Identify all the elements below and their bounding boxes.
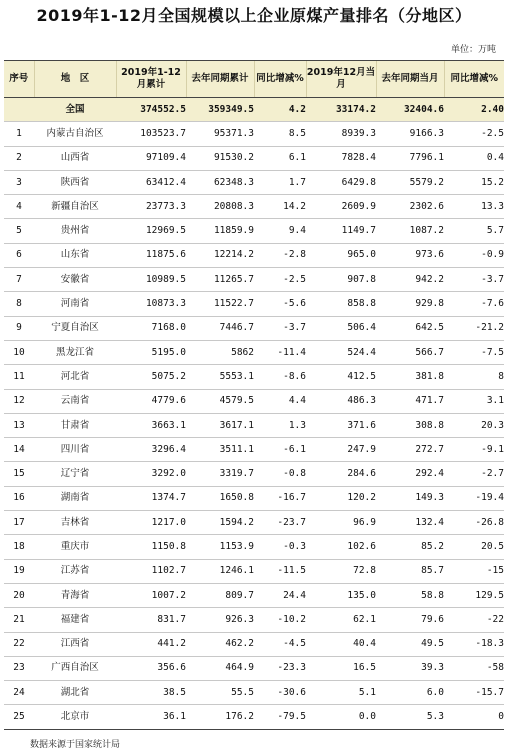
cell-month-prev: 79.6 (376, 608, 444, 632)
cell-cumulative-yoy: -6.1 (254, 438, 306, 462)
table-row (4, 608, 504, 632)
cell-month-2019: 8939.3 (306, 122, 376, 146)
cell-cumulative-prev: 464.9 (186, 656, 254, 680)
table-row (4, 292, 504, 316)
cell-month-prev: 272.7 (376, 438, 444, 462)
table-row (4, 705, 504, 729)
cell-region: 新疆自治区 (34, 195, 116, 219)
table-row (4, 170, 504, 194)
cell-month-2019: 907.8 (306, 268, 376, 292)
cell-cumulative-yoy: -0.8 (254, 462, 306, 486)
cell-cumulative-2019: 23773.3 (116, 195, 186, 219)
cell-cumulative-prev: 5862 (186, 340, 254, 364)
cell-index: 2 (4, 146, 34, 170)
cell-region: 河南省 (34, 292, 116, 316)
cell-month-yoy: -7.5 (444, 340, 504, 364)
table-row (4, 316, 504, 340)
cell-region: 重庆市 (34, 535, 116, 559)
cell-region: 山西省 (34, 146, 116, 170)
cell-month-prev: 2302.6 (376, 195, 444, 219)
cell-cumulative-prev: 4579.5 (186, 389, 254, 413)
cell-cumulative-2019: 5075.2 (116, 365, 186, 389)
cell-cumulative-prev: 359349.5 (186, 98, 254, 122)
cell-index: 5 (4, 219, 34, 243)
cell-region: 山东省 (34, 243, 116, 267)
cell-index: 24 (4, 681, 34, 705)
cell-month-2019: 0.0 (306, 705, 376, 729)
cell-month-prev: 85.7 (376, 559, 444, 583)
cell-month-2019: 40.4 (306, 632, 376, 656)
cell-index: 17 (4, 511, 34, 535)
cell-cumulative-yoy: 1.7 (254, 170, 306, 194)
cell-region: 陕西省 (34, 170, 116, 194)
cell-cumulative-yoy: -2.5 (254, 268, 306, 292)
cell-cumulative-yoy: -23.7 (254, 511, 306, 535)
header-index: 序号 (4, 61, 34, 98)
cell-index: 12 (4, 389, 34, 413)
table-row (4, 656, 504, 680)
table-row (4, 632, 504, 656)
cell-month-prev: 471.7 (376, 389, 444, 413)
table-row (4, 243, 504, 267)
cell-cumulative-2019: 12969.5 (116, 219, 186, 243)
header-month-prev: 去年同期当月 (376, 61, 444, 98)
cell-region: 辽宁省 (34, 462, 116, 486)
cell-cumulative-yoy: -16.7 (254, 486, 306, 510)
cell-region: 四川省 (34, 438, 116, 462)
page-title: 2019年1-12月全国规模以上企业原煤产量排名（分地区） (36, 6, 472, 25)
cell-cumulative-2019: 38.5 (116, 681, 186, 705)
cell-month-yoy: 8 (444, 365, 504, 389)
cell-cumulative-prev: 1153.9 (186, 535, 254, 559)
cell-month-prev: 39.3 (376, 656, 444, 680)
cell-cumulative-yoy: -0.3 (254, 535, 306, 559)
cell-cumulative-2019: 1007.2 (116, 583, 186, 607)
cell-month-prev: 9166.3 (376, 122, 444, 146)
cell-month-2019: 412.5 (306, 365, 376, 389)
cell-cumulative-prev: 62348.3 (186, 170, 254, 194)
cell-cumulative-yoy: 14.2 (254, 195, 306, 219)
cell-month-2019: 33174.2 (306, 98, 376, 122)
cell-cumulative-prev: 55.5 (186, 681, 254, 705)
cell-month-yoy: -19.4 (444, 486, 504, 510)
cell-region: 全国 (34, 98, 116, 122)
cell-cumulative-prev: 462.2 (186, 632, 254, 656)
cell-cumulative-2019: 831.7 (116, 608, 186, 632)
cell-cumulative-prev: 1246.1 (186, 559, 254, 583)
table-row (4, 146, 504, 170)
cell-index: 3 (4, 170, 34, 194)
cell-month-prev: 381.8 (376, 365, 444, 389)
cell-cumulative-prev: 3319.7 (186, 462, 254, 486)
cell-month-yoy: -2.7 (444, 462, 504, 486)
table-row (4, 340, 504, 364)
cell-month-prev: 942.2 (376, 268, 444, 292)
cell-month-yoy: 20.5 (444, 535, 504, 559)
cell-month-prev: 7796.1 (376, 146, 444, 170)
cell-month-yoy: -22 (444, 608, 504, 632)
cell-cumulative-2019: 356.6 (116, 656, 186, 680)
table-row (4, 195, 504, 219)
cell-month-2019: 486.3 (306, 389, 376, 413)
cell-index: 21 (4, 608, 34, 632)
cell-cumulative-prev: 809.7 (186, 583, 254, 607)
source-note: 数据来源于国家统计局 (30, 740, 121, 750)
cell-month-prev: 149.3 (376, 486, 444, 510)
unit-label: 单位：万吨 (450, 45, 496, 55)
cell-cumulative-yoy: -79.5 (254, 705, 306, 729)
cell-region: 青海省 (34, 583, 116, 607)
cell-index: 22 (4, 632, 34, 656)
cell-cumulative-prev: 3511.1 (186, 438, 254, 462)
cell-cumulative-2019: 7168.0 (116, 316, 186, 340)
cell-month-prev: 642.5 (376, 316, 444, 340)
cell-month-prev: 132.4 (376, 511, 444, 535)
cell-region: 内蒙古自治区 (34, 122, 116, 146)
table-row (4, 486, 504, 510)
table-row (4, 122, 504, 146)
cell-index: 4 (4, 195, 34, 219)
cell-cumulative-yoy: -10.2 (254, 608, 306, 632)
cell-region: 贵州省 (34, 219, 116, 243)
cell-month-prev: 5.3 (376, 705, 444, 729)
cell-month-yoy: 0.4 (444, 146, 504, 170)
table-row (4, 681, 504, 705)
production-ranking-table (4, 60, 504, 730)
cell-index: 8 (4, 292, 34, 316)
cell-cumulative-prev: 176.2 (186, 705, 254, 729)
cell-month-yoy: -7.6 (444, 292, 504, 316)
cell-cumulative-prev: 1594.2 (186, 511, 254, 535)
cell-month-yoy: 20.3 (444, 413, 504, 437)
cell-month-yoy: -58 (444, 656, 504, 680)
cell-cumulative-2019: 1217.0 (116, 511, 186, 535)
cell-cumulative-yoy: 24.4 (254, 583, 306, 607)
cell-index: 6 (4, 243, 34, 267)
cell-month-2019: 96.9 (306, 511, 376, 535)
cell-cumulative-prev: 12214.2 (186, 243, 254, 267)
cell-month-2019: 72.8 (306, 559, 376, 583)
cell-cumulative-2019: 1150.8 (116, 535, 186, 559)
cell-month-2019: 506.4 (306, 316, 376, 340)
cell-cumulative-yoy: -11.5 (254, 559, 306, 583)
cell-month-yoy: 2.40 (444, 98, 504, 122)
cell-index: 16 (4, 486, 34, 510)
header-cumulative-yoy: 同比增减% (254, 61, 306, 98)
table-row (4, 365, 504, 389)
cell-cumulative-prev: 5553.1 (186, 365, 254, 389)
cell-month-prev: 85.2 (376, 535, 444, 559)
table-row (4, 219, 504, 243)
cell-cumulative-yoy: 8.5 (254, 122, 306, 146)
cell-month-prev: 5579.2 (376, 170, 444, 194)
cell-month-yoy: 15.2 (444, 170, 504, 194)
cell-month-yoy: -9.1 (444, 438, 504, 462)
cell-month-yoy: 129.5 (444, 583, 504, 607)
cell-month-prev: 292.4 (376, 462, 444, 486)
cell-index: 14 (4, 438, 34, 462)
cell-index: 20 (4, 583, 34, 607)
cell-index: 10 (4, 340, 34, 364)
cell-region: 湖北省 (34, 681, 116, 705)
cell-cumulative-yoy: -23.3 (254, 656, 306, 680)
cell-month-2019: 120.2 (306, 486, 376, 510)
cell-index: 18 (4, 535, 34, 559)
cell-cumulative-prev: 1650.8 (186, 486, 254, 510)
cell-index: 13 (4, 413, 34, 437)
table-row (4, 268, 504, 292)
cell-index: 9 (4, 316, 34, 340)
cell-region: 安徽省 (34, 268, 116, 292)
cell-index: 15 (4, 462, 34, 486)
cell-cumulative-2019: 1374.7 (116, 486, 186, 510)
cell-region: 宁夏自治区 (34, 316, 116, 340)
cell-month-2019: 7828.4 (306, 146, 376, 170)
cell-index: 25 (4, 705, 34, 729)
cell-cumulative-yoy: -8.6 (254, 365, 306, 389)
cell-index: 7 (4, 268, 34, 292)
cell-month-2019: 1149.7 (306, 219, 376, 243)
cell-cumulative-2019: 10873.3 (116, 292, 186, 316)
cell-cumulative-2019: 3663.1 (116, 413, 186, 437)
cell-month-2019: 965.0 (306, 243, 376, 267)
cell-month-yoy: -21.2 (444, 316, 504, 340)
cell-region: 黑龙江省 (34, 340, 116, 364)
table-row (4, 413, 504, 437)
header-cumulative-2019: 2019年1-12月累计 (116, 61, 186, 98)
cell-cumulative-2019: 441.2 (116, 632, 186, 656)
cell-month-prev: 58.8 (376, 583, 444, 607)
cell-month-prev: 49.5 (376, 632, 444, 656)
cell-index: 19 (4, 559, 34, 583)
cell-index (4, 98, 34, 122)
cell-cumulative-2019: 63412.4 (116, 170, 186, 194)
cell-month-yoy: 0 (444, 705, 504, 729)
table-row (4, 535, 504, 559)
cell-month-2019: 16.5 (306, 656, 376, 680)
cell-cumulative-2019: 10989.5 (116, 268, 186, 292)
header-cumulative-prev: 去年同期累计 (186, 61, 254, 98)
cell-cumulative-2019: 3292.0 (116, 462, 186, 486)
cell-month-2019: 6429.8 (306, 170, 376, 194)
cell-cumulative-2019: 97109.4 (116, 146, 186, 170)
cell-cumulative-prev: 95371.3 (186, 122, 254, 146)
cell-month-prev: 308.8 (376, 413, 444, 437)
header-month-yoy: 同比增减% (444, 61, 504, 98)
cell-month-2019: 247.9 (306, 438, 376, 462)
header-region: 地 区 (34, 61, 116, 98)
cell-cumulative-2019: 5195.0 (116, 340, 186, 364)
cell-cumulative-yoy: 4.2 (254, 98, 306, 122)
cell-month-yoy: -26.8 (444, 511, 504, 535)
cell-region: 湖南省 (34, 486, 116, 510)
cell-region: 江西省 (34, 632, 116, 656)
cell-month-yoy: 3.1 (444, 389, 504, 413)
cell-month-2019: 102.6 (306, 535, 376, 559)
cell-month-2019: 284.6 (306, 462, 376, 486)
cell-region: 云南省 (34, 389, 116, 413)
cell-region: 北京市 (34, 705, 116, 729)
cell-month-yoy: -3.7 (444, 268, 504, 292)
header-month-2019: 2019年12月当月 (306, 61, 376, 98)
cell-index: 11 (4, 365, 34, 389)
cell-index: 1 (4, 122, 34, 146)
cell-cumulative-prev: 11859.9 (186, 219, 254, 243)
table-row (4, 462, 504, 486)
cell-cumulative-prev: 3617.1 (186, 413, 254, 437)
cell-cumulative-prev: 91530.2 (186, 146, 254, 170)
cell-month-prev: 973.6 (376, 243, 444, 267)
cell-cumulative-2019: 103523.7 (116, 122, 186, 146)
cell-month-2019: 371.6 (306, 413, 376, 437)
table-row (4, 438, 504, 462)
table-row (4, 559, 504, 583)
cell-region: 吉林省 (34, 511, 116, 535)
cell-month-yoy: 13.3 (444, 195, 504, 219)
cell-cumulative-yoy: -4.5 (254, 632, 306, 656)
cell-month-prev: 566.7 (376, 340, 444, 364)
cell-region: 河北省 (34, 365, 116, 389)
cell-month-yoy: -15.7 (444, 681, 504, 705)
cell-month-prev: 929.8 (376, 292, 444, 316)
cell-cumulative-yoy: -5.6 (254, 292, 306, 316)
cell-index: 23 (4, 656, 34, 680)
cell-region: 江苏省 (34, 559, 116, 583)
cell-cumulative-yoy: 1.3 (254, 413, 306, 437)
cell-cumulative-yoy: -30.6 (254, 681, 306, 705)
cell-month-prev: 1087.2 (376, 219, 444, 243)
cell-region: 广西自治区 (34, 656, 116, 680)
cell-month-2019: 62.1 (306, 608, 376, 632)
cell-month-2019: 524.4 (306, 340, 376, 364)
cell-region: 福建省 (34, 608, 116, 632)
cell-cumulative-prev: 11265.7 (186, 268, 254, 292)
cell-month-yoy: -18.3 (444, 632, 504, 656)
cell-cumulative-2019: 3296.4 (116, 438, 186, 462)
cell-month-2019: 135.0 (306, 583, 376, 607)
cell-cumulative-yoy: -11.4 (254, 340, 306, 364)
cell-cumulative-yoy: 9.4 (254, 219, 306, 243)
cell-cumulative-yoy: 4.4 (254, 389, 306, 413)
table-row (4, 583, 504, 607)
cell-month-yoy: -0.9 (444, 243, 504, 267)
cell-cumulative-2019: 4779.6 (116, 389, 186, 413)
cell-region: 甘肃省 (34, 413, 116, 437)
cell-month-2019: 2609.9 (306, 195, 376, 219)
cell-month-2019: 5.1 (306, 681, 376, 705)
table-row (4, 389, 504, 413)
table-row (4, 511, 504, 535)
cell-cumulative-prev: 20808.3 (186, 195, 254, 219)
cell-cumulative-yoy: 6.1 (254, 146, 306, 170)
cell-month-yoy: -15 (444, 559, 504, 583)
table-header-row (4, 61, 504, 98)
cell-cumulative-2019: 11875.6 (116, 243, 186, 267)
cell-month-yoy: 5.7 (444, 219, 504, 243)
cell-cumulative-prev: 11522.7 (186, 292, 254, 316)
cell-cumulative-yoy: -2.8 (254, 243, 306, 267)
cell-month-prev: 32404.6 (376, 98, 444, 122)
cell-cumulative-yoy: -3.7 (254, 316, 306, 340)
cell-month-yoy: -2.5 (444, 122, 504, 146)
total-row (4, 98, 504, 122)
cell-cumulative-prev: 926.3 (186, 608, 254, 632)
cell-cumulative-2019: 1102.7 (116, 559, 186, 583)
cell-cumulative-prev: 7446.7 (186, 316, 254, 340)
cell-month-2019: 858.8 (306, 292, 376, 316)
cell-cumulative-2019: 374552.5 (116, 98, 186, 122)
cell-cumulative-2019: 36.1 (116, 705, 186, 729)
cell-month-prev: 6.0 (376, 681, 444, 705)
